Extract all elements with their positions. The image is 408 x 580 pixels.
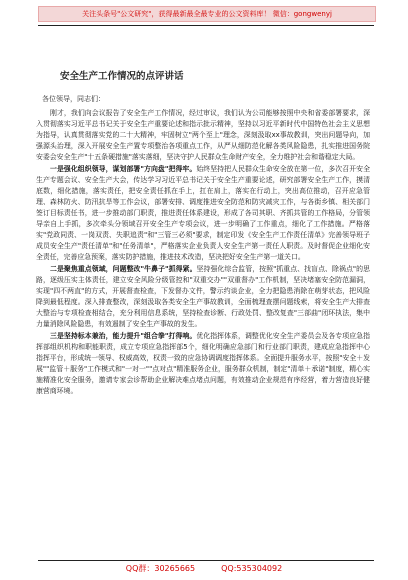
paragraph-lead: 一是强化组织领导，谋划部署"方向盘"把得牢。 [50, 165, 197, 173]
paragraph-lead: 二是聚焦重点领域，问题整改"牛鼻子"抓得紧。 [50, 265, 197, 273]
paragraph-text: 优化指挥体系，调整优化安全生产委员会及各专项应急指挥部组织机构和职能职责，成立专项应急指挥部5个，细化明确应急部门和行业部门职责，建成应急指挥中心指挥平台，形成统一领导、权威高效，权责一致的应急协调调度指挥体系。全面提升服务水平，按照"安全＋发展""监管＋服务"工作模式和"一对一""点对点"精准服务企业，服务群众机制，制定"清单＋承诺"制度，精心实施精准化安全服务，邀请专家会诊帮助企业解决难点堵点问题，有效推动企业规范有序经营，着力营造良好健康营商环境。 [36, 332, 371, 395]
paragraph [36, 164, 370, 263]
paragraph-text: 坚持强化综合监管，按照"抓重点、找盲点、除祸点"的思路，逐级压实主体责任，建立安全风险分级管控和"双重交办""双重督办"工作机制，坚决堵塞安全防范漏洞，实现"四不两直"的方式，开展督查检查，下发督办文件，警示约谈企业，全力把隐患消除在萌芽状态，把风险降到最低程度。深入排查整改，深刻汲取各类安全生产事故教训，全面梳理查摆问题线索，将安全生产大排查大整治与专项检查相结合，充分利用信息系统，坚持检查诊断、行政处罚、整改复查"三部曲"闭环执法，集中力量消除风险隐患，有效遏制了安全生产事故的发生。 [36, 265, 370, 328]
paragraph [36, 264, 370, 330]
salutation: 各位领导，同志们： [42, 95, 105, 103]
paragraph-text: 始终坚持把人民群众生命安全放在第一位，多次召开安全生产专题会议、安全生产大会，传达学习习近平总书记关于安全生产重要论述，研究部署安全生产工作，摸清底数，细化措施，落实责任，把安全责任抓在手上，扛在肩上，落实在行动上，突出高位推动，召开应急管理、森林防火、防汛抗旱等工作会议，部署安排、调度推进安全防范和防灾减灾工作，与各街乡镇、相关部门签订目标责任书，进一步推动部门职责，推进责任体系建设，形成了各司其职、齐抓共管的工作格局，分管领导亲自上手抓，多次牵头分领域召开安全生产专项会议，进一步明确了工作重点，细化了工作措施。严格落实"党政同责、一岗双责、失职追责"和"三管三必须"要求，制定印发《安全生产工作责任清单》完善领导班子成员安全生产"责任清单"和"任务清单"，严格落实企业负责人安全生产第一责任人职责。及时督促企业细化安全责任，完善应急预案，落实防护措施，推进技术改造，坚决把好安全生产第一道关口。 [36, 165, 371, 261]
promo-banner: 关注头条号"公文研究"，获得最新最全最专业的公文资料库！ 微信：gongwenyj [38, 6, 376, 22]
paragraph [36, 331, 370, 397]
footer-contact [0, 563, 408, 574]
header-rule [38, 25, 374, 26]
paragraph-text: 刚才，我们向会议报告了安全生产工作情况，经过审议，我们认为公司能够按照中央和省委部署要求，深入贯彻落实习近平总书记关于安全生产重要论述和指示批示精神，坚持以习近平新时代中国特色社会主义思想为指导，认真贯彻落实党的二十大精神，牢固树立"两个至上"理念，深刻汲取xx事故教训，突出问题导向，加强源头治理，深入开展安全生产置专项整治各项重点工作，从严从细防范化解各类风险隐患，扎实推进国务院安委会安全生产"十五条硬措施"落实落细，坚决守护人民群众生命财产安全，全力维护社会和谐稳定大局。 [36, 109, 370, 161]
footer-rule [38, 560, 374, 561]
document-body [36, 108, 370, 398]
footer-qq-group: QQ群：30265665 [125, 564, 196, 573]
document-title: 安全生产工作情况的点评讲话 [60, 71, 184, 82]
paragraph-lead: 三是坚持标本兼治，能力提升"组合拳"打得响。 [50, 332, 197, 340]
paragraph [36, 108, 370, 163]
footer-qq: QQ:535304092 [221, 564, 283, 573]
